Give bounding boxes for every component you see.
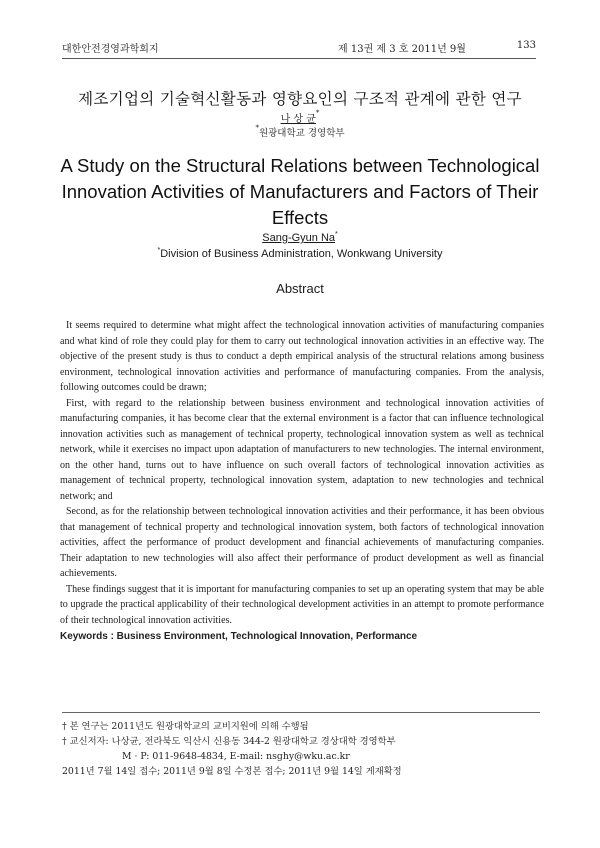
footnote-rule (62, 712, 540, 713)
abstract-body (60, 318, 544, 645)
korean-author-name: 나 상 균 (280, 114, 316, 125)
header-rule (62, 58, 536, 59)
issue-info: 제 13권 제 3 호 2011년 9월 (338, 44, 466, 55)
english-author (0, 232, 600, 244)
english-affiliation-text: Division of Business Administration, Wonkwang University (160, 248, 443, 260)
journal-name: 대한안전경영과학회지 (62, 44, 159, 55)
korean-author (0, 110, 600, 125)
abstract-paragraph: Second, as for the relationship between technological innovation activities and their performance, it has been obvious that management of technical property and technological innovation system, both factors of technological innovation activities, affect the performance of product development and financial achievements of manufacturing companies. Their adaptation to new technologies will also affect their performance of product development as well as financial achievements. (60, 506, 544, 579)
english-author-name: Sang-Gyun Na (262, 232, 336, 244)
contact-info: M · P: 011-9648-4834, E-mail: nsghy@wku.ac.kr (122, 751, 350, 762)
english-affiliation (0, 248, 600, 260)
abstract-heading: Abstract (276, 281, 324, 296)
abstract-paragraph: These findings suggest that it is important for manufacturing companies to set up an operating system that may be able to upgrade the practical applicability of their technological development activities in an attempt to promote performance of their technological innovation activities. (60, 583, 544, 626)
english-affiliation-mark: * (157, 247, 161, 254)
keywords: Keywords : Business Environment, Technological Innovation, Performance (60, 631, 418, 642)
korean-affiliation (0, 125, 600, 139)
funding-note: † 본 연구는 2011년도 원광대학교의 교비지원에 의해 수행됨 (62, 721, 309, 732)
footnotes (62, 719, 542, 779)
korean-affiliation-mark: * (255, 124, 259, 132)
abstract-paragraph: It seems required to determine what might affect the technological innovation activities of manufacturing companies and what kind of role they could play for them to carry out technological innovation activities in an effective way. The objective of the present study is thus to conduct a depth empirical analysis of the structural relations among business environment, technological innovation activities and performance of manufacturing companies. From the analysis, following outcomes could be drawn; (60, 320, 544, 393)
page-number: 133 (516, 40, 536, 51)
submission-dates: 2011년 7월 14일 접수; 2011년 9월 8일 수정본 접수; 2011년 9월 14일 게재확정 (62, 766, 402, 777)
korean-affiliation-text: 원광대학교 경영학부 (258, 128, 345, 139)
korean-author-mark: * (315, 109, 320, 117)
corresponding-author-note: † 교신저자: 나상균, 전라북도 익산시 신용동 344-2 원광대학교 경상대학 경영학부 (62, 736, 396, 747)
english-title: A Study on the Structural Relations between Technological Innovation Activities of Manufacturers and Factors of Their Effects (60, 155, 540, 228)
abstract-paragraph: First, with regard to the relationship between business environment and technological innovation activities of manufacturing companies, it has become clear that the external environment is a factor that can influence technological innovation activities such as management of technical property, technological innovation system as well as technical network, while it exercises no impact upon adaptation of manufacturers to new technologies. The internal environment, on the other hand, turns out to have influence on such overall factors of technological innovation activities as management of technical property, technological innovation system, adaptation to new technologies and technical network; and (60, 397, 544, 502)
korean-title: 제조기업의 기술혁신활동과 영향요인의 구조적 관계에 관한 연구 (78, 90, 522, 108)
running-header (62, 40, 536, 56)
english-author-mark: * (335, 231, 338, 238)
